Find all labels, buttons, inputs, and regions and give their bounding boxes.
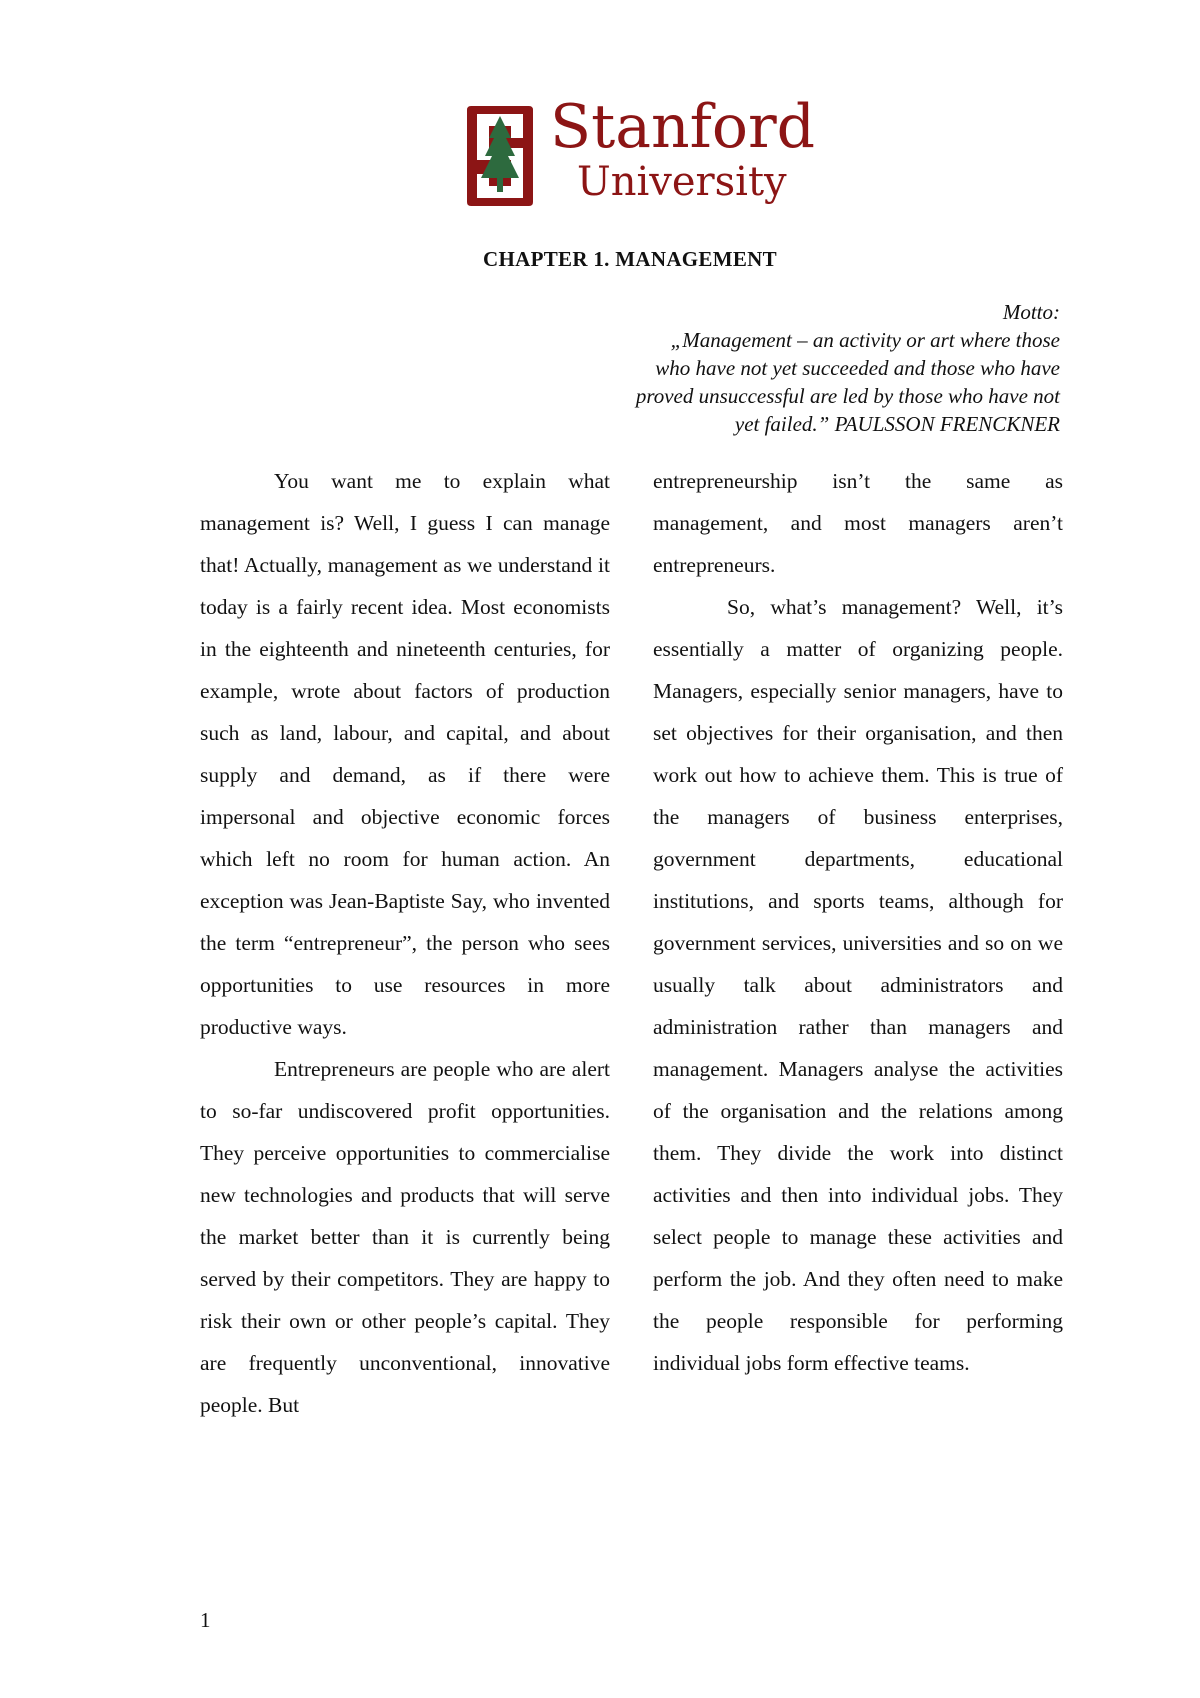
paragraph-continuation: entrepreneurship isn’t the same as management, and most managers aren’t entrepreneurs. [653,469,1063,577]
right-column [653,460,1063,1384]
logo-stanford-word: Stanford [550,92,816,162]
paragraph-entrepreneurs: Entrepreneurs are people who are alert to so-far undiscovered profit opportunities. They perceive opportunities to commercialise new technologies and products that will serve the market better than it is currently being served by their competitors. They are happy to risk their own or other people’s capital. They are frequently unconventional, innovative people. But [200,1057,610,1417]
motto-line: yet failed.” PAULSSON FRENCKNER [734,412,1060,436]
stanford-tree-shield-icon [465,104,535,208]
page-number: 1 [200,1608,211,1632]
motto-line: „Management – an activity or art where those [670,328,1060,352]
motto-line: who have not yet succeeded and those who have [655,356,1060,380]
paragraph-management-definition: So, what’s management? Well, it’s essentially a matter of organizing people. Managers, especially senior managers, have to set objectives for their organisation, and then work out how to achieve them. This is true of the managers of business enterprises, government departments, educational institutions, and sports teams, although for government services, universities and so on we usually talk about administrators and administration rather than managers and management. Managers analyse the activities of the organisation and the relations among them. They divide the work into distinct activities and then into individual jobs. They select people to manage these activities and perform the job. And they often need to make the people responsible for performing individual jobs form effective teams. [653,595,1063,1375]
paragraph-intro: You want me to explain what management is? Well, I guess I can manage that! Actually, management as we understand it today is a fairly recent idea. Most economists in the eighteenth and nineteenth centuries, for example, wrote about factors of production such as land, labour, and capital, and about supply and demand, as if there were impersonal and objective economic forces which left no room for human action. An exception was Jean-Baptiste Say, who invented the term “entrepreneur”, the person who sees opportunities to use resources in more productive ways. [200,469,610,1039]
motto-label: Motto: [1002,300,1060,324]
chapter-title: CHAPTER 1. MANAGEMENT [483,247,777,271]
left-column [200,460,610,1426]
motto-block [520,298,1060,438]
motto-line: proved unsuccessful are led by those who have not [635,384,1060,408]
stanford-logo [465,92,816,210]
logo-university-word: University [577,159,787,205]
